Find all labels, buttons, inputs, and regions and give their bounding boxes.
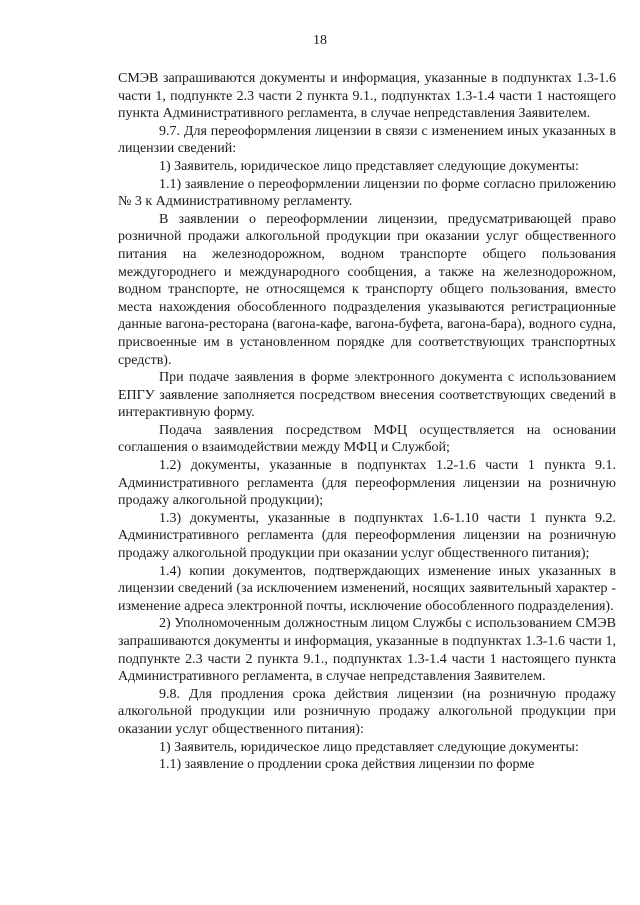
paragraph: В заявлении о переоформлении лицензии, предусматривающей право розничной продажи алкогольной продукции при оказании услуг общественного питания на железнодорожном, водном транспорте общего пользования междугороднего и международного сообщения, а также на железнодорожном, водном транспорте, не относящемся к транспорту общего пользования, вместо места нахождения обособленного подразделения указываются регистрационные данные вагона-ресторана (вагона-кафе, вагона-буфета, вагона-бара), водного судна, присвоенные им в установленном порядке для соответствующих транспортных средств). — [118, 211, 616, 368]
paragraph: 1.4) копии документов, подтверждающих изменение иных указанных в лицензии сведений (за исключением изменений, носящих заявительный характер - изменение адреса электронной почты, исключение обособленного подразделения). — [118, 563, 616, 614]
paragraph: 1.3) документы, указанные в подпунктах 1.6-1.10 части 1 пункта 9.2. Административного регламента (для переоформления лицензии на розничную продажу алкогольной продукции при оказании услуг общественного питания); — [118, 510, 616, 562]
paragraph: 9.7. Для переоформления лицензии в связи с изменением иных указанных в лицензии сведений: — [118, 123, 616, 157]
paragraph: СМЭВ запрашиваются документы и информация, указанные в подпунктах 1.3-1.6 части 1, подпункте 2.3 части 2 пункта 9.1., подпунктах 1.3-1.4 части 1 настоящего пункта Административного регламента, в случае непредставления Заявителем. — [118, 71, 616, 122]
paragraph: 1.1) заявление о переоформлении лицензии по форме согласно приложению № 3 к Административному регламенту. — [118, 176, 616, 210]
paragraph: Подача заявления посредством МФЦ осуществляется на основании соглашения о взаимодействии между МФЦ и Службой; — [118, 422, 616, 456]
paragraph: 1) Заявитель, юридическое лицо представляет следующие документы: — [159, 158, 579, 174]
paragraph: 1) Заявитель, юридическое лицо представляет следующие документы: — [159, 739, 579, 755]
paragraph: 1.2) документы, указанные в подпунктах 1.2-1.6 части 1 пункта 9.1. Административного регламента (для переоформления лицензии на розничную продажу алкогольной продукции); — [118, 458, 616, 509]
paragraph: 2) Уполномоченным должностным лицом Службы с использованием СМЭВ запрашиваются документы и информация, указанные в подпунктах 1.3-1.6 части 1, подпункте 2.3 части 2 пункта 9.1., подпунктах 1.3-1.4 части 1 настоящего пункта Административного регламента, в случае непредставления Заявителем. — [118, 616, 616, 685]
paragraph: При подаче заявления в форме электронного документа с использованием ЕПГУ заявление заполняется посредством внесения соответствующих сведений в интерактивную форму. — [118, 370, 616, 421]
paragraph: 9.8. Для продления срока действия лицензии (на розничную продажу алкогольной продукции или розничную продажу алкогольной продукции при оказании услуг общественного питания): — [118, 686, 616, 737]
page-number: 18 — [313, 33, 327, 48]
paragraph: 1.1) заявление о продлении срока действия лицензии по форме — [159, 757, 535, 773]
document-body — [118, 70, 616, 774]
